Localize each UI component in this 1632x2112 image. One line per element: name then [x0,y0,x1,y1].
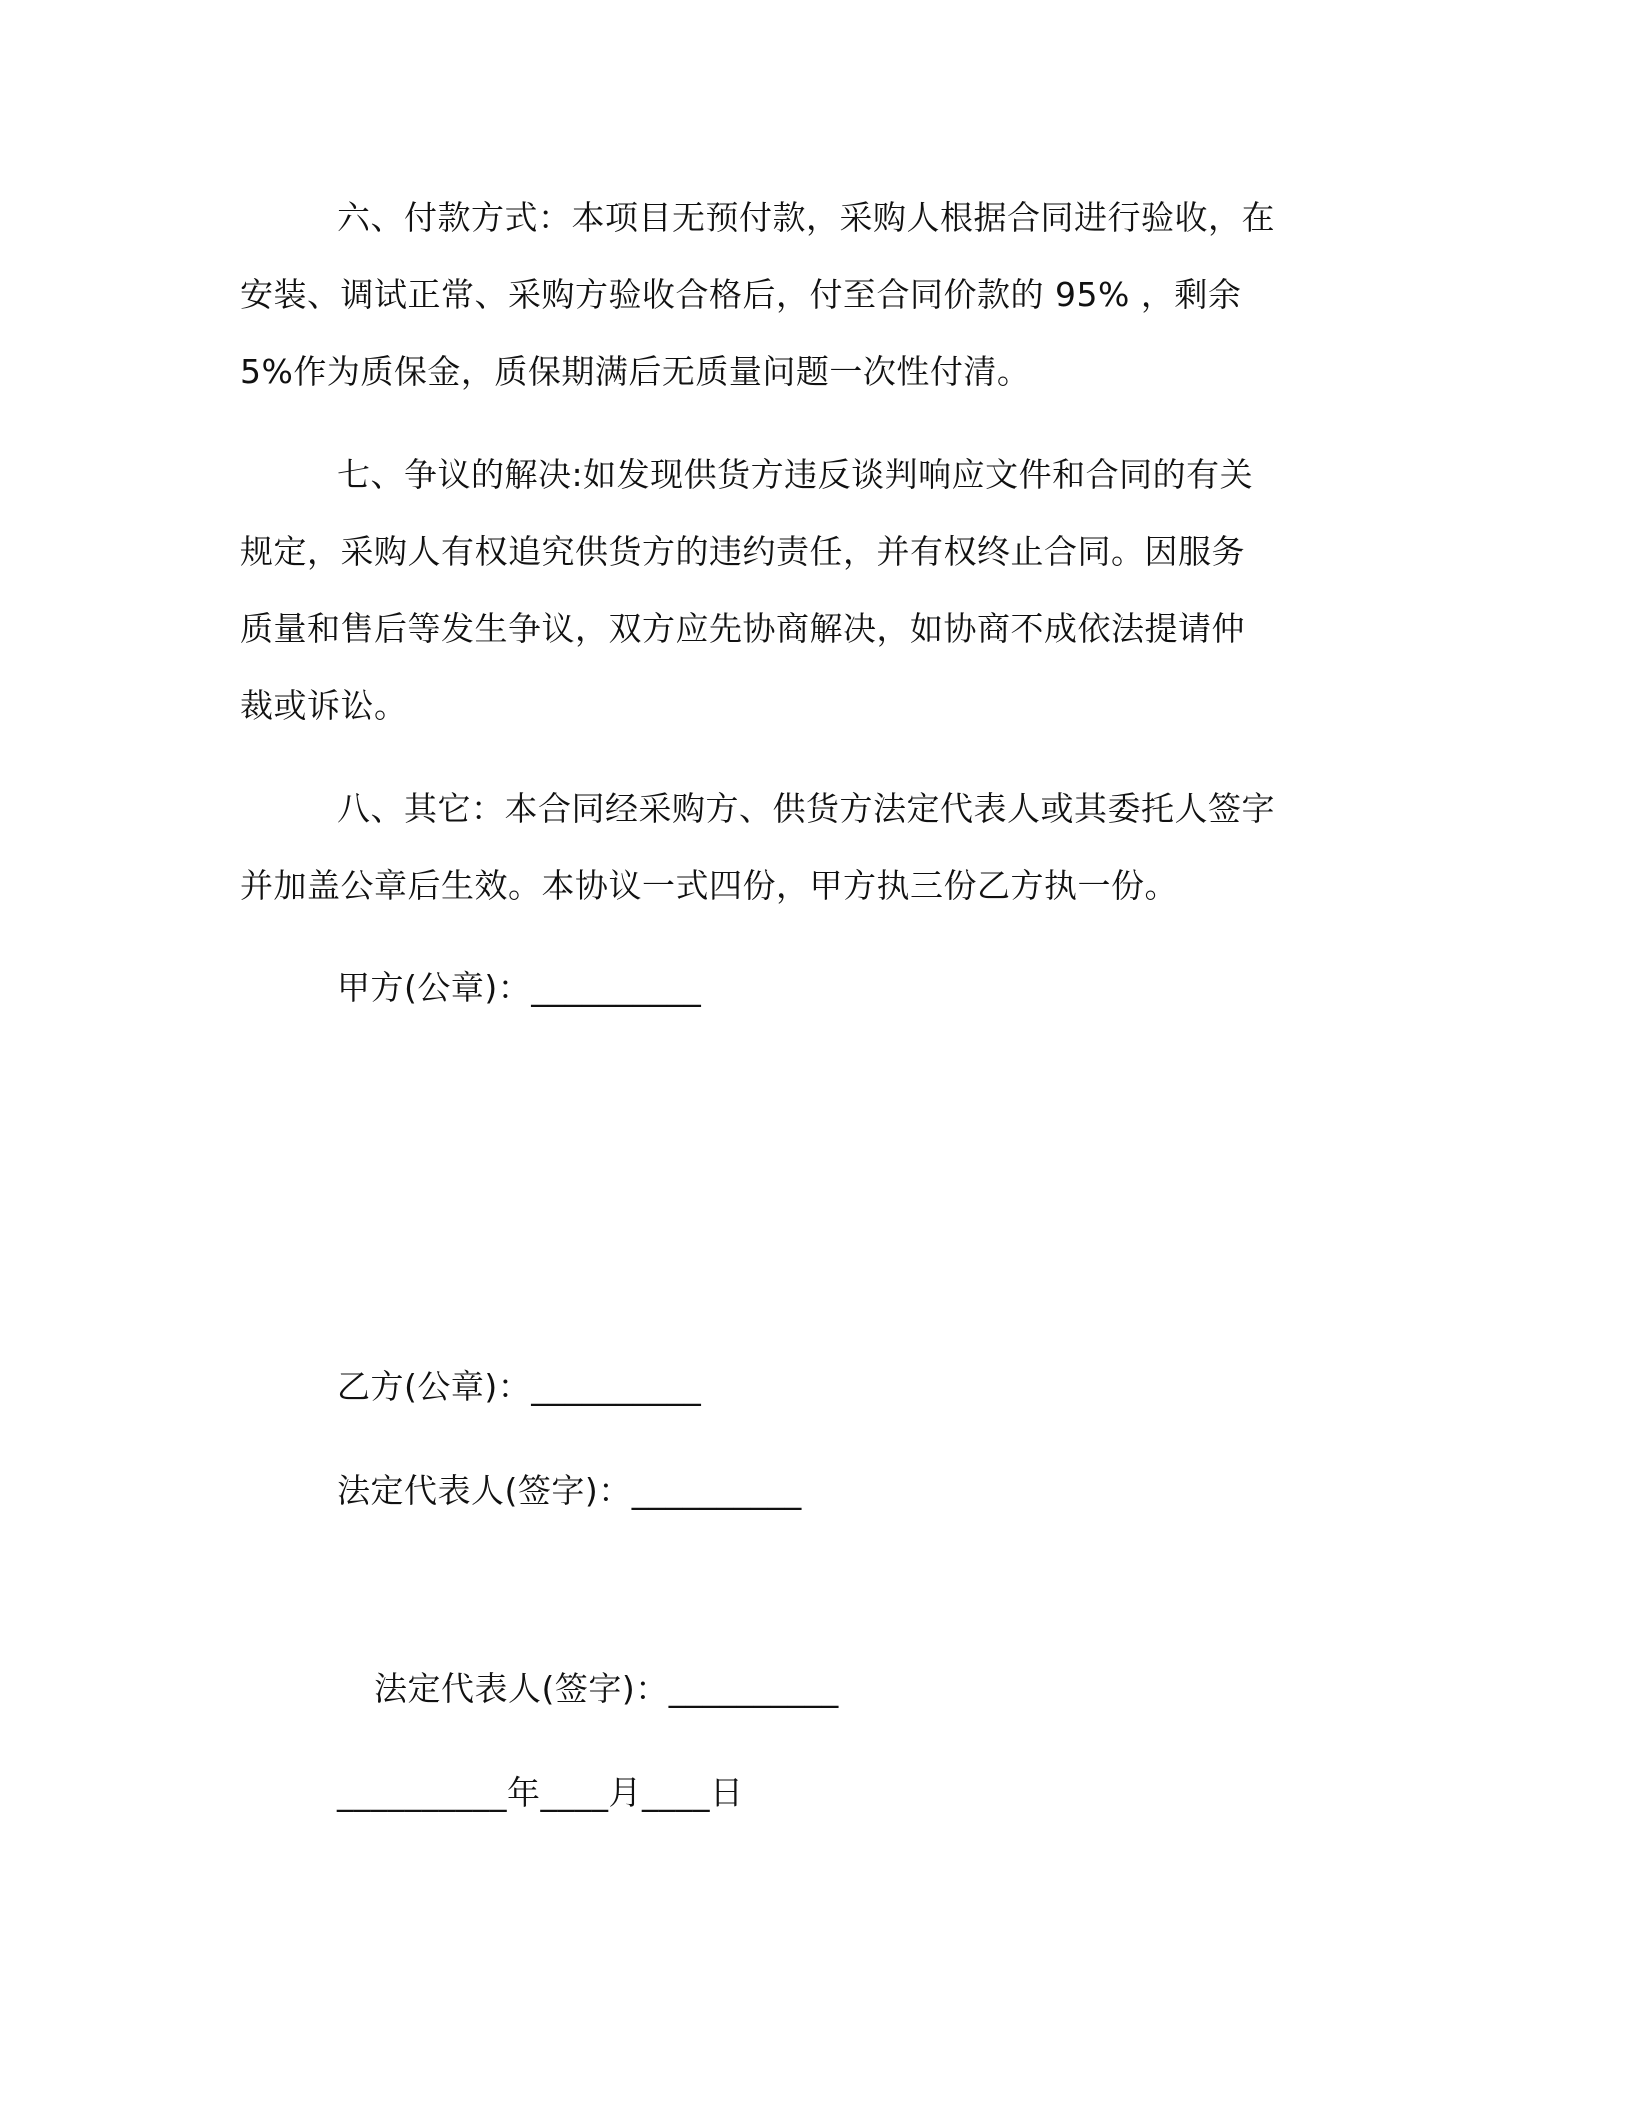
party-a-seal-line: 甲方(公章)：__________ [337,968,702,1007]
clause-line: 质量和售后等发生争议，双方应先协商解决，如协商不成依法提请仲 [240,609,1245,648]
party-b-seal-line: 乙方(公章)：__________ [337,1367,702,1406]
clause-other-provisions [240,770,1380,924]
clause-payment-terms [240,179,1380,410]
clause-line: 七、争议的解决:如发现供货方违反谈判响应文件和合同的有关 [337,455,1254,494]
date-line: __________年____月____日 [337,1773,744,1812]
clause-line: 规定，采购人有权追究供货方的违约责任，并有权终止合同。因服务 [240,532,1245,571]
clause-line: 八、其它：本合同经采购方、供货方法定代表人或其委托人签字 [337,789,1275,828]
legal-representative-signature-line-2: 法定代表人(签字)：__________ [374,1669,839,1708]
clause-line: 安装、调试正常、采购方验收合格后，付至合同价款的 95% ，剩余 [240,275,1242,314]
clause-line: 六、付款方式：本项目无预付款，采购人根据合同进行验收，在 [337,198,1275,237]
legal-representative-signature-line: 法定代表人(签字)：__________ [337,1471,802,1510]
clause-line: 5%作为质保金，质保期满后无质量问题一次性付清。 [240,352,1031,391]
clause-line: 并加盖公章后生效。本协议一式四份，甲方执三份乙方执一份。 [240,866,1178,905]
clause-dispute-resolution [240,436,1380,744]
clause-line: 裁或诉讼。 [240,686,408,725]
